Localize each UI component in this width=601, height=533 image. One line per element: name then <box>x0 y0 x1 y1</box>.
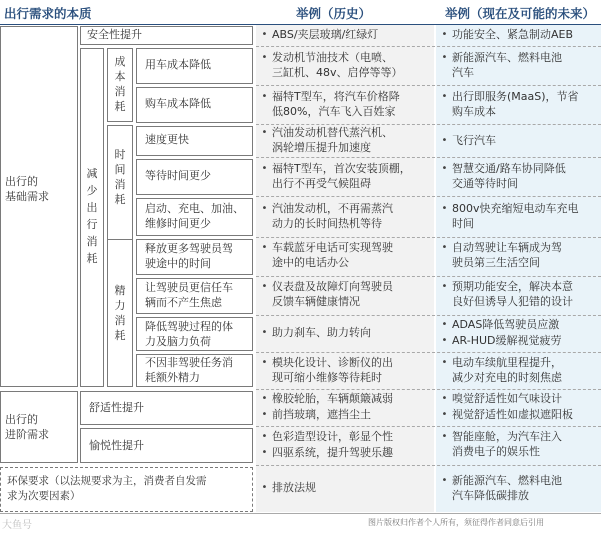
future-environment-1: 新能源汽车、燃料电池 <box>452 474 562 487</box>
bullet: • <box>441 409 448 420</box>
bullet: • <box>441 431 448 442</box>
history-trust-1: 仪表盘及故障灯向驾驶员 <box>272 280 393 293</box>
advanced-needs-label-2: 进阶需求 <box>5 428 49 441</box>
history-trust-2: 反馈车辆健康情况 <box>272 295 360 308</box>
need-refuel-label-2: 维修时间更少 <box>145 217 211 230</box>
row-separator <box>256 85 601 86</box>
bullet: • <box>441 319 448 330</box>
need-comfort <box>80 391 253 425</box>
future-wait-1: 智慧交通/路车协同降低 <box>452 162 566 175</box>
row-separator <box>256 124 601 125</box>
history-car-cost-1: 发动机节油技术（电喷、 <box>272 51 393 64</box>
row-separator <box>256 46 601 47</box>
bullet: • <box>261 327 268 338</box>
header-future: 举例（现在及可能的未来） <box>445 6 596 21</box>
future-maintenance-2: 减少对充电的时刻焦虑 <box>452 371 562 384</box>
future-trust-1: 预期功能安全，解决本意 <box>452 280 573 293</box>
future-environment-2: 汽车降低碳排放 <box>452 489 529 502</box>
reduce-char-3: 出 <box>86 201 98 214</box>
time-char-2: 间 <box>114 163 126 176</box>
need-refuel <box>136 198 253 236</box>
bullet: • <box>261 357 268 368</box>
need-refuel-label-1: 启动、充电、加油、 <box>145 202 244 215</box>
bullet: • <box>441 29 448 40</box>
bullet: • <box>441 91 448 102</box>
history-buy-cost-1: 福特T型车，将汽车价格降 <box>272 90 400 103</box>
need-wait <box>136 159 253 195</box>
need-safety-label: 安全性提升 <box>87 28 142 41</box>
need-fatigue <box>136 317 253 351</box>
future-comfort-1: 嗅觉舒适性如气味设计 <box>452 392 562 405</box>
time-char-3: 消 <box>114 178 126 191</box>
bullet: • <box>441 335 448 346</box>
bullet: • <box>441 281 448 292</box>
reduce-char-4: 行 <box>86 218 98 231</box>
future-buy-cost-2: 购车成本 <box>452 105 496 118</box>
basic-needs-box <box>0 26 78 387</box>
header-history: 举例（历史） <box>296 6 372 21</box>
basic-needs-label-1: 出行的 <box>5 175 38 188</box>
need-free-time-label-1: 释放更多驾驶员驾 <box>145 242 233 255</box>
future-buy-cost-1: 出行即服务(MaaS)，节省 <box>452 90 579 103</box>
history-free-time-1: 车载蓝牙电话可实现驾驶 <box>272 241 393 254</box>
row-separator <box>256 276 601 277</box>
cost-box <box>107 48 133 122</box>
bullet: • <box>261 281 268 292</box>
need-comfort-label: 舒适性提升 <box>89 401 144 414</box>
need-environment-label-2: 求为次要因素） <box>7 490 81 502</box>
bullet: • <box>441 135 448 146</box>
need-trust-label-2: 辆而不产生焦虑 <box>145 296 222 309</box>
need-buy-cost-label: 购车成本降低 <box>145 97 211 110</box>
future-fatigue-2: AR-HUD缓解视觉疲劳 <box>452 334 562 347</box>
row-separator <box>256 157 601 158</box>
watermark: 大鱼号 <box>2 520 32 531</box>
future-free-time-2: 驶员第三生活空间 <box>452 256 540 269</box>
row-separator <box>256 196 601 197</box>
row-separator <box>256 352 601 353</box>
advanced-needs-label-1: 出行的 <box>5 413 38 426</box>
future-pleasure-2: 消费电子的娱乐性 <box>452 445 540 458</box>
time-char-4: 耗 <box>114 193 126 206</box>
reduce-char-2: 少 <box>86 184 98 197</box>
future-fatigue-1: ADAS降低驾驶员应激 <box>452 318 560 331</box>
history-buy-cost-2: 低80%，汽车飞入百姓家 <box>272 105 396 118</box>
future-refuel-1: 800v快充缩短电动车充电 <box>452 202 579 215</box>
reduce-char-1: 减 <box>86 167 98 180</box>
future-car-cost-1: 新能源汽车、燃料电池 <box>452 51 562 64</box>
cost-char-3: 消 <box>114 85 126 98</box>
time-box <box>107 125 133 257</box>
future-speed: 飞行汽车 <box>452 134 496 147</box>
history-safety: ABS/夹层玻璃/红绿灯 <box>272 28 379 41</box>
bullet: • <box>441 163 448 174</box>
need-safety <box>80 26 253 45</box>
future-free-time-1: 自动驾驶让车辆成为驾 <box>452 241 562 254</box>
reduce-char-6: 耗 <box>86 252 98 265</box>
row-separator <box>256 237 601 238</box>
bullet: • <box>441 475 448 486</box>
future-pleasure-1: 智能座舱，为汽车注入 <box>452 430 562 443</box>
history-wait-1: 福特T型车，首次安装顶棚， <box>272 162 411 175</box>
bullet: • <box>261 203 268 214</box>
future-refuel-2: 时间 <box>452 217 474 230</box>
bullet: • <box>441 357 448 368</box>
need-car-cost <box>136 48 253 84</box>
history-maintenance-1: 模块化设计、诊断仪的出 <box>272 356 393 369</box>
row-separator <box>256 315 601 316</box>
need-wait-label: 等待时间更少 <box>145 169 211 182</box>
reduce-char-5: 消 <box>86 235 98 248</box>
need-fatigue-label-1: 降低驾驶过程的体 <box>145 320 233 333</box>
future-comfort-2: 视觉舒适性如虚拟遮阳板 <box>452 408 573 421</box>
history-speed-1: 汽油发动机替代蒸汽机、 <box>272 126 393 139</box>
bullet: • <box>441 242 448 253</box>
bullet: • <box>261 482 268 493</box>
row-separator <box>256 389 601 390</box>
history-speed-2: 涡轮增压提升加速度 <box>272 141 371 154</box>
future-wait-2: 交通等待时间 <box>452 177 518 190</box>
need-speed-label: 速度更快 <box>145 133 189 146</box>
need-car-cost-label: 用车成本降低 <box>145 58 211 71</box>
history-wait-2: 出行不再受气候阻碍 <box>272 177 371 190</box>
need-maintenance-label-2: 耗额外精力 <box>145 371 200 384</box>
need-buy-cost <box>136 87 253 123</box>
need-free-time-label-2: 驶途中的时间 <box>145 257 211 270</box>
bullet: • <box>261 447 268 458</box>
history-fatigue: 助力刹车、助力转向 <box>272 326 371 339</box>
history-pleasure-1: 色彩造型设计，彰显个性 <box>272 430 393 443</box>
history-refuel-2: 动力的长时间热机等待 <box>272 217 382 230</box>
source-note: 图片版权归作者个人所有，须征得作者同意后引用 <box>368 518 544 527</box>
future-safety: 功能安全、紧急制动AEB <box>452 28 574 41</box>
bullet: • <box>261 91 268 102</box>
bullet: • <box>261 409 268 420</box>
advanced-needs-box <box>0 391 78 463</box>
need-pleasure <box>80 428 253 463</box>
future-trust-2: 良好但诱导人犯错的设计 <box>452 295 573 308</box>
need-maintenance <box>136 354 253 387</box>
bullet: • <box>261 431 268 442</box>
bullet: • <box>261 242 268 253</box>
energy-char-4: 耗 <box>114 329 126 342</box>
cost-char-1: 成 <box>114 55 126 68</box>
bullet: • <box>261 127 268 138</box>
energy-char-3: 消 <box>114 314 126 327</box>
basic-needs-label-2: 基础需求 <box>5 190 49 203</box>
history-pleasure-2: 四驱系统，提升驾驶乐趣 <box>272 446 393 459</box>
cost-char-2: 本 <box>114 70 126 83</box>
history-free-time-2: 途中的电话办公 <box>272 256 349 269</box>
history-car-cost-2: 三缸机、48v、启停等等） <box>272 66 403 79</box>
time-char-1: 时 <box>114 148 126 161</box>
bullet: • <box>441 203 448 214</box>
history-comfort-2: 前挡玻璃，遮挡尘土 <box>272 408 371 421</box>
need-speed <box>136 126 253 156</box>
table-header <box>0 0 601 25</box>
footer <box>0 513 601 533</box>
energy-box <box>107 239 133 387</box>
header-title: 出行需求的本质 <box>4 6 92 21</box>
reduce-consumption-box <box>80 48 104 387</box>
energy-char-1: 精 <box>114 284 126 297</box>
history-refuel-1: 汽油发动机，不再需蒸汽 <box>272 202 393 215</box>
row-separator <box>256 426 601 427</box>
need-trust-label-1: 让驾驶员更信任车 <box>145 281 233 294</box>
need-free-time <box>136 239 253 275</box>
history-maintenance-2: 现可缩小维修等待耗时 <box>272 371 382 384</box>
future-car-cost-2: 汽车 <box>452 66 474 79</box>
future-maintenance-1: 电动车续航里程提升， <box>452 356 562 369</box>
history-environment: 排放法规 <box>272 481 316 494</box>
bullet: • <box>261 52 268 63</box>
history-comfort-1: 橡胶轮胎，车辆颠簸减弱 <box>272 392 393 405</box>
bullet: • <box>261 163 268 174</box>
need-fatigue-label-2: 力及脑力负荷 <box>145 335 211 348</box>
bullet: • <box>441 393 448 404</box>
need-pleasure-label: 愉悦性提升 <box>89 439 144 452</box>
need-trust <box>136 278 253 314</box>
cost-char-4: 耗 <box>114 100 126 113</box>
need-maintenance-label-1: 不因非驾驶任务消 <box>145 356 233 369</box>
bullet: • <box>441 52 448 63</box>
need-environment-label-1: 环保要求（以法规要求为主，消费者自发需 <box>7 475 207 487</box>
bullet: • <box>261 393 268 404</box>
row-separator <box>256 465 601 466</box>
need-environment <box>0 467 253 512</box>
energy-char-2: 力 <box>114 299 126 312</box>
bullet: • <box>261 29 268 40</box>
